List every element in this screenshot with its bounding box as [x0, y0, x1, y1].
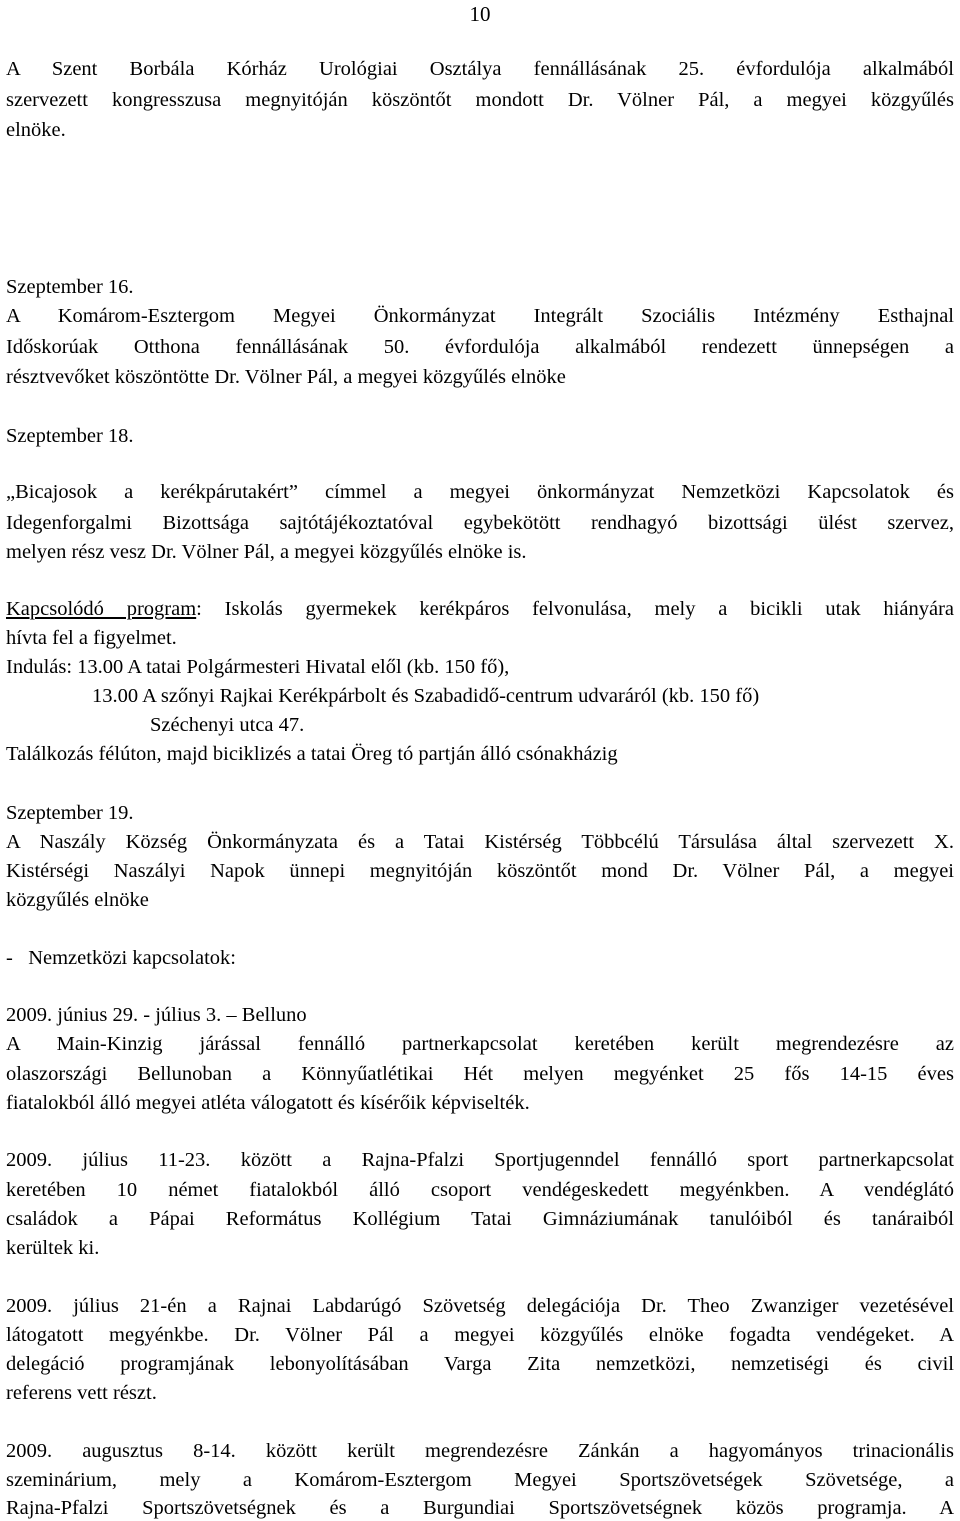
page-number: 10: [469, 2, 491, 26]
paragraph-line: kerültek ki.: [6, 1237, 100, 1259]
paragraph-line: A Komárom-Esztergom Megyei Önkormányzat Integrált Szociális Intézmény Esthajnal: [6, 305, 954, 327]
start-line: Indulás: 13.00 A tatai Polgármesteri Hivatal elől (kb. 150 fő),: [6, 656, 510, 678]
paragraph-line: keretében 10 német fiatalokból álló csoport vendégeskedett megyénkben. A vendéglátó: [6, 1179, 954, 1201]
paragraph-line: Kistérségi Naszályi Napok ünnepi megnyitóján köszöntőt mond Dr. Völner Pál, a megyei: [6, 860, 954, 882]
paragraph-line: Találkozás félúton, majd biciklizés a tatai Öreg tó partján álló csónakházig: [6, 743, 618, 765]
paragraph-line: 2009. július 11-23. között a Rajna-Pfalzi Sportjugenndel fennálló sport partnerkapcsolat: [6, 1149, 954, 1171]
belluno-heading: [6, 1002, 307, 1028]
paragraph-line: közgyűlés elnöke: [6, 889, 149, 911]
paragraph-line: A Szent Borbála Kórház Urológiai Osztálya fennállásának 25. évfordulója alkalmából: [6, 58, 954, 80]
paragraph-line: szervezett kongresszusa megnyitóján köszöntőt mondott Dr. Völner Pál, a megyei közgyűlés: [6, 89, 954, 111]
related-program-label: Kapcsolódó program: [6, 598, 197, 620]
section-heading-sep16: Szeptember 16.: [6, 276, 134, 298]
belluno-place: – Belluno: [226, 1004, 307, 1026]
paragraph-line: Idegenforgalmi Bizottsága sajtótájékoztatóval egybekötött rendhagyó bizottsági ülést szervez,: [6, 512, 954, 534]
paragraph-line: A Main-Kinzig járással fennálló partnerkapcsolat keretében került megrendezésre az: [6, 1033, 954, 1055]
section-heading-sep18: Szeptember 18.: [6, 425, 134, 447]
start-line: 13.00 A szőnyi Rajkai Kerékpárbolt és Szabadidő-centrum udvaráról (kb. 150 fő): [92, 685, 760, 707]
section-heading-sep19: Szeptember 19.: [6, 802, 134, 824]
start-line: Széchenyi utca 47.: [150, 714, 305, 736]
paragraph-line: referens vett részt.: [6, 1382, 157, 1404]
belluno-date: 2009. június 29. - július 3.: [6, 1004, 227, 1026]
paragraph-line: „Bicajosok a kerékpárutakért” címmel a megyei önkormányzat Nemzetközi Kapcsolatok és: [6, 481, 954, 503]
paragraph-line: Rajna-Pfalzi Sportszövetségnek és a Burgundiai Sportszövetségnek közös programja. A: [6, 1497, 954, 1519]
paragraph-line: delegáció programjának lebonyolításában Varga Zita nemzetközi, nemzetiségi és civil: [6, 1353, 954, 1375]
paragraph-line: 2009. augusztus 8-14. között került megrendezésre Zánkán a hagyományos trinacionális: [6, 1440, 954, 1462]
paragraph-line: olaszországi Bellunoban a Könnyűatlétikai Hét melyen megyénket 25 fős 14-15 éves: [6, 1063, 954, 1085]
paragraph-line: elnöke.: [6, 119, 66, 141]
paragraph-line: résztvevőket köszöntötte Dr. Völner Pál, a megyei közgyűlés elnöke: [6, 366, 566, 388]
paragraph-line: melyen rész vesz Dr. Völner Pál, a megyei közgyűlés elnöke is.: [6, 541, 527, 563]
paragraph-line: 2009. július 21-én a Rajnai Labdarúgó Szövetség delegációja Dr. Theo Zwanziger vezetésével: [6, 1295, 954, 1317]
related-program-line: [6, 596, 954, 622]
related-program-text: : Iskolás gyermekek kerékpáros felvonulása, mely a bicikli utak hiányára: [196, 598, 954, 620]
paragraph-line: családok a Pápai Református Kollégium Tatai Gimnáziumának tanulóiból és tanáraiból: [6, 1208, 954, 1230]
paragraph-line: A Naszály Község Önkormányzata és a Tatai Kistérség Többcélú Társulása által szervezett X.: [6, 831, 954, 853]
paragraph-line: hívta fel a figyelmet.: [6, 627, 177, 649]
paragraph-line: szeminárium, mely a Komárom-Esztergom Megyei Sportszövetségek Szövetsége, a: [6, 1469, 954, 1491]
section-heading-international: - Nemzetközi kapcsolatok:: [6, 947, 236, 969]
paragraph-line: Időskorúak Otthona fennállásának 50. évfordulója alkalmából rendezett ünnepségen a: [6, 336, 954, 358]
paragraph-line: fiatalokból álló megyei atléta válogatott és kísérőik képviselték.: [6, 1092, 530, 1114]
paragraph-line: látogatott megyénkbe. Dr. Völner Pál a megyei közgyűlés elnöke fogadta vendégeket. A: [6, 1324, 954, 1346]
